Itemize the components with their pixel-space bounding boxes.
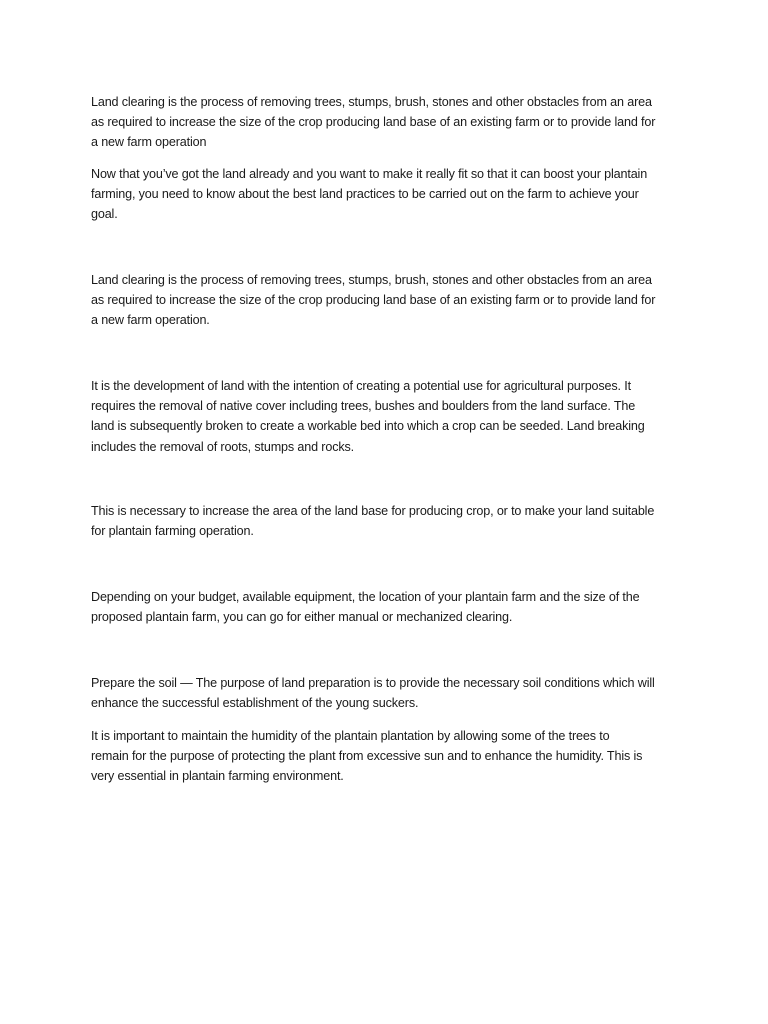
text-line: farming, you need to know about the best land practices to be carried out on the farm to achieve your <box>91 187 639 202</box>
text-line: It is the development of land with the intention of creating a potential use for agricultural purposes. It <box>91 379 631 393</box>
text-line: includes the removal of roots, stumps and rocks. <box>91 439 354 454</box>
text-line: requires the removal of native cover including trees, bushes and boulders from the land surface. The <box>91 399 636 414</box>
text-line: as required to increase the size of the crop producing land base of an existing farm or to provide land for <box>91 293 656 308</box>
text-line: This is necessary to increase the area of the land base for producing crop, or to make your land suitable <box>91 504 655 518</box>
paragraph-land-clearing-definition <box>91 92 691 153</box>
text-line: a new farm operation <box>91 135 207 150</box>
text-line: proposed plantain farm, you can go for either manual or mechanized clearing. <box>91 610 513 625</box>
paragraph-land-base-necessity <box>91 501 691 541</box>
paragraph-humidity <box>91 726 691 787</box>
text-line: as required to increase the size of the crop producing land base of an existing farm or to provide land for <box>91 115 656 130</box>
text-line: very essential in plantain farming environment. <box>91 769 344 784</box>
text-line: enhance the successful establishment of the young suckers. <box>91 696 419 711</box>
text-line: It is important to maintain the humidity of the plantain plantation by allowing some of the trees to <box>91 729 610 743</box>
paragraph-prepare-soil <box>91 673 691 713</box>
paragraph-clearing-options <box>91 587 691 627</box>
text-line: goal. <box>91 207 118 222</box>
paragraph-land-practices <box>91 164 691 225</box>
text-line: land is subsequently broken to create a workable bed into which a crop can be seeded. Land breaking <box>91 419 645 434</box>
text-line: a new farm operation. <box>91 313 210 328</box>
text-line: for plantain farming operation. <box>91 524 254 539</box>
text-line: Depending on your budget, available equipment, the location of your plantain farm and the size of the <box>91 590 640 604</box>
text-line: Land clearing is the process of removing trees, stumps, brush, stones and other obstacles from an area <box>91 273 652 287</box>
paragraph-land-clearing-repeat <box>91 270 691 331</box>
text-line: Now that you’ve got the land already and you want to make it really fit so that it can boost your plantain <box>91 167 648 181</box>
text-line: remain for the purpose of protecting the plant from excessive sun and to enhance the humidity. This is <box>91 749 643 764</box>
text-line: Prepare the soil — The purpose of land preparation is to provide the necessary soil conditions which will <box>91 676 655 690</box>
paragraph-land-development <box>91 376 691 457</box>
text-line: Land clearing is the process of removing trees, stumps, brush, stones and other obstacles from an area <box>91 95 652 109</box>
